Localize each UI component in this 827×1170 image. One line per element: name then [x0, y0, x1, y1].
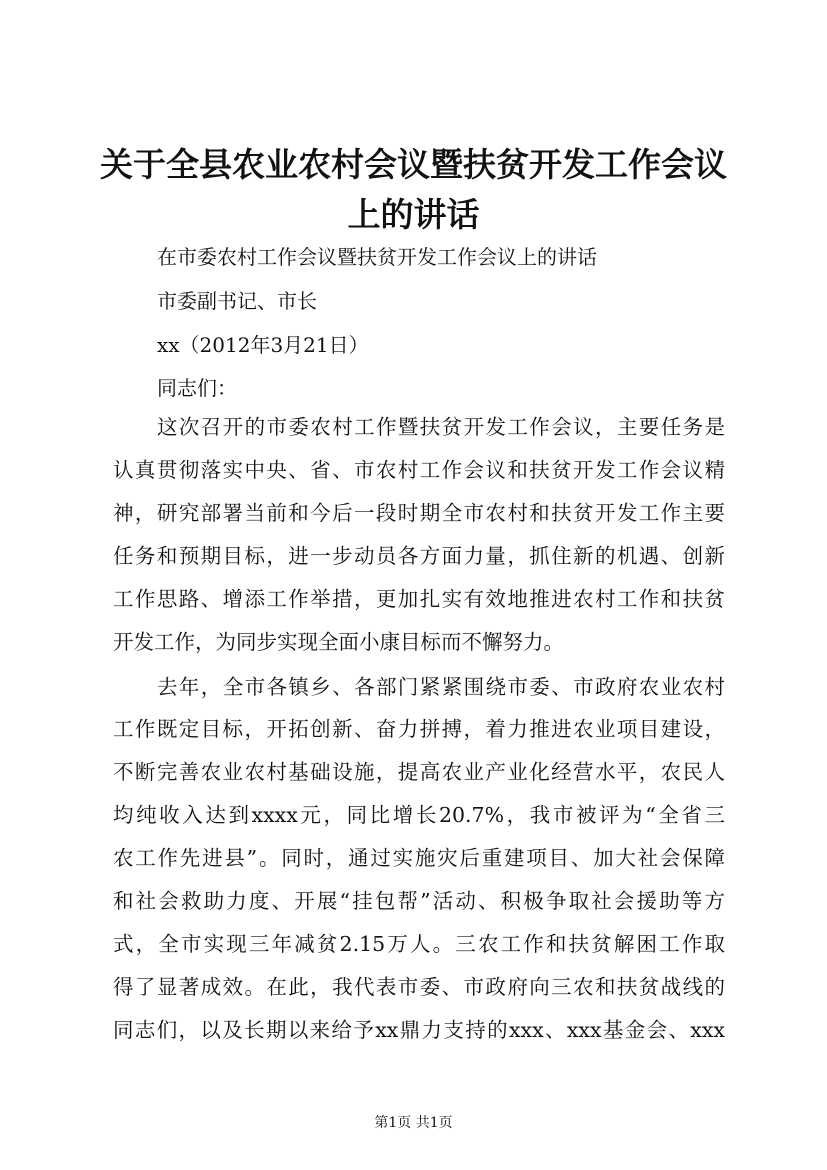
document-title: 关于全县农业农村会议暨扶贫开发工作会议上的讲话	[100, 145, 727, 234]
paragraph-line: 同志们，以及长期以来给予xx鼎力支持的xxx、xxx基金会、xxx	[113, 1018, 725, 1042]
paragraph-line: 农工作先进县”。同时，通过实施灾后重建项目、加大社会保障	[113, 846, 725, 870]
speech-subtitle: 在市委农村工作会议暨扶贫开发工作会议上的讲话	[157, 245, 597, 269]
speaker-position: 市委副书记、市长	[157, 289, 317, 313]
paragraph-line: 去年，全市各镇乡、各部门紧紧围绕市委、市政府农业农村	[157, 675, 725, 699]
paragraph-line: 和社会救助力度、开展“挂包帮”活动、积极争取社会援助等方	[113, 889, 725, 913]
speech-date: xx（2012年3月21日）	[157, 333, 369, 357]
paragraph-line: 工作既定目标，开拓创新、奋力拼搏，着力推进农业项目建设，	[113, 717, 725, 741]
paragraph-line: 这次召开的市委农村工作暨扶贫开发工作会议，主要任务是	[157, 415, 725, 439]
salutation: 同志们：	[157, 376, 237, 400]
paragraph-line: 开发工作，为同步实现全面小康目标而不懈努力。	[113, 630, 564, 654]
paragraph-line: 式，全市实现三年减贫2.15万人。三农工作和扶贫解困工作取	[113, 932, 725, 956]
paragraph-line: 工作思路、增添工作举措，更加扎实有效地推进农村工作和扶贫	[113, 587, 725, 611]
paragraph-line: 任务和预期目标，进一步动员各方面力量，抓住新的机遇、创新	[113, 544, 725, 568]
paragraph-line: 不断完善农业农村基础设施，提高农业产业化经营水平，农民人	[113, 760, 725, 784]
paragraph-line: 神，研究部署当前和今后一段时期全市农村和扶贫开发工作主要	[113, 501, 725, 525]
paragraph-line: 均纯收入达到xxxx元，同比增长20.7%，我市被评为“全省三	[113, 803, 725, 827]
paragraph-line: 认真贯彻落实中央、省、市农村工作会议和扶贫开发工作会议精	[113, 458, 725, 482]
paragraph-line: 得了显著成效。在此，我代表市委、市政府向三农和扶贫战线的	[113, 975, 725, 999]
page-footer: 第1页 共1页	[374, 1115, 453, 1131]
